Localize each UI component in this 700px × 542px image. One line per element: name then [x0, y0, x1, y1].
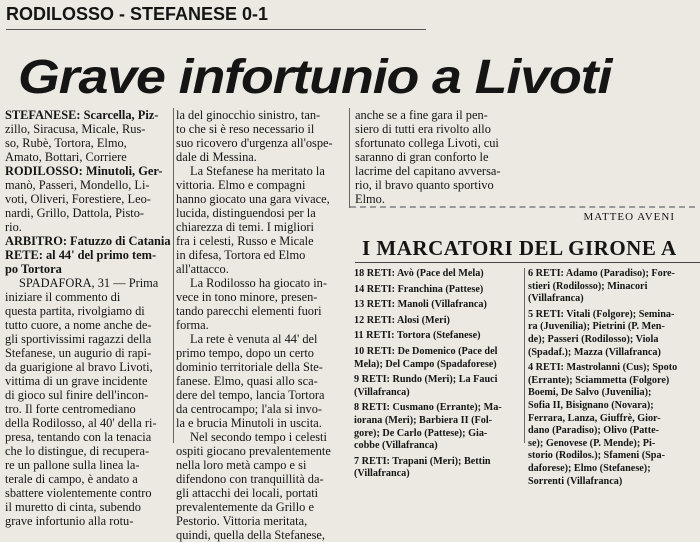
article-column-1 — [5, 108, 172, 528]
article-line: rio, il bravo quanto sportivo — [355, 178, 494, 192]
article-line: forma. — [176, 318, 209, 332]
article-line: La Rodilosso ha giocato in- — [190, 276, 327, 290]
article-line: hanno giocato una gara vivace, — [176, 192, 330, 206]
scorers-column-right — [528, 268, 698, 487]
scorer-entry: 11 RETI: Tortora (Stefanese) — [354, 330, 481, 342]
article-line: chiarezza di temi. I migliori — [176, 220, 314, 234]
dateline: SPADAFORA, 31 — Prima — [19, 276, 159, 290]
article-line: Amato, Bottari, Corriere — [5, 150, 127, 164]
article-line: dominio territoriale della Ste- — [176, 360, 323, 374]
article-line: Elmo. — [355, 192, 385, 206]
column-divider — [349, 108, 350, 208]
article-line: il muretto di cinta, subendo — [5, 500, 141, 514]
lineup-rodilosso: RODILOSSO: Minutoli, Ger- — [5, 164, 163, 178]
article-line: saranno di gran conforto le — [355, 150, 489, 164]
scorer-entry: (Errante); Sciammetta (Folgore) — [528, 374, 670, 386]
article-line: la e brucia Minutoli in uscita. — [176, 416, 322, 430]
scorer-entry: 14 RETI: Franchina (Pattese) — [354, 283, 484, 295]
scorers-divider — [355, 262, 700, 263]
article-line: gli sportivissimi ragazzi della — [5, 332, 152, 346]
article-line: da centrocampo; l'ala si invo- — [176, 402, 323, 416]
scorer-entry: 13 RETI: Manoli (Villafranca) — [354, 299, 487, 311]
scorer-entry: (Spadaf.); Mazza (Villafranca) — [528, 346, 661, 358]
article-line: questa partita, rivolgiamo di — [5, 304, 145, 318]
article-line: to che si è reso necessario il — [176, 122, 315, 136]
scorer-entry: daforese); Elmo (Stefanese); — [528, 462, 651, 474]
article-line: rio. — [5, 220, 22, 234]
article-line: presa, tentando con la tenacia — [5, 430, 152, 444]
scorer-entry: Boemi, De Salvo (Juvenilia); — [528, 387, 652, 399]
lineup-stefanese: STEFANESE: Scarcella, Piz- — [5, 108, 159, 122]
article-line: lacrime del capitano avversa- — [355, 164, 501, 178]
article-line: che lo distingue, di recupera- — [5, 444, 150, 458]
article-line: iniziare il commento di — [5, 290, 121, 304]
referee-line: ARBITRO: Fatuzzo di Catania — [5, 234, 171, 248]
scorer-entry: (Villafranca) — [354, 386, 410, 398]
article-column-2 — [176, 108, 346, 542]
article-line: da guarigione al bravo Livoti, — [5, 360, 153, 374]
article-line: all'attacco. — [176, 262, 229, 276]
article-line: vittima di un grave incidente — [5, 374, 148, 388]
scorer-entry: de); Passeri (Rodilosso); Viola — [528, 333, 659, 345]
scorer-entry: stieri (Rodilosso); Minacori — [528, 280, 648, 292]
scorer-entry: se); Genovese (P. Mende); Pi- — [528, 437, 656, 449]
article-line: Stefanese, un augurio di rapi- — [5, 346, 152, 360]
scorer-entry: storio (Rodilos.); Sfameni (Spa- — [528, 450, 665, 462]
article-line: La Stefanese ha meritato la — [190, 164, 325, 178]
scorer-entry: 4 RETI: Mastrolanni (Cus); Spoto — [528, 362, 678, 374]
scorer-entry: 8 RETI: Cusmano (Errante); Ma- — [354, 402, 502, 414]
article-line: tando parecchi elementi fuori — [176, 304, 322, 318]
article-line: ospiti giocano prevalentemente — [176, 444, 331, 458]
scorer-entry: Sorrenti (Villafranca) — [528, 475, 623, 487]
article-line: sbattere violentemente contro — [5, 486, 152, 500]
article-line: re un pallone sulla linea la- — [5, 458, 140, 472]
article-column-3 — [355, 108, 695, 223]
article-line: siero di tutti era rivolto allo — [355, 122, 491, 136]
article-line: tro. Il forte centromediano — [5, 402, 136, 416]
article-line: sfortunato collega Livoti, cui — [355, 136, 499, 150]
scorer-entry: (Villafranca) — [354, 468, 410, 480]
scorer-entry: Ferrara, Lanza, Giuffrè, Gior- — [528, 412, 661, 424]
scorer-entry: 5 RETI: Vitali (Folgore); Semina- — [528, 308, 675, 320]
article-line: manò, Passeri, Mondello, Li- — [5, 178, 150, 192]
scorer-entry: gore); De Carlo (Pattese); Gia- — [354, 427, 488, 439]
scorer-entry: iorana (Meri); Barbiera II (Fol- — [354, 414, 493, 426]
column-divider — [524, 268, 525, 443]
kicker-divider — [6, 29, 426, 30]
article-line: della Rodilosso, al 40' della ri- — [5, 416, 157, 430]
scorer-entry: 12 RETI: Alosi (Meri) — [354, 314, 450, 326]
article-line: Pestorio. Vittoria meritata, — [176, 514, 308, 528]
scorer-entry: ra (Juvenilia); Pietrini (P. Men- — [528, 321, 665, 333]
article-line: vittoria. Elmo e compagni — [176, 178, 306, 192]
scorer-entry: 10 RETI: De Domenico (Pace del — [354, 345, 498, 357]
article-line: grave infortunio alla rotu- — [5, 514, 134, 528]
article-line: La rete è venuta al 44' del — [190, 332, 318, 346]
scorers-column-left — [354, 268, 522, 480]
column-divider — [173, 108, 174, 443]
article-line: la del ginocchio sinistro, tan- — [176, 108, 321, 122]
article-line: nella loro metà campo e si — [176, 458, 307, 472]
scorer-entry: (Villafranca) — [528, 293, 584, 305]
scorer-entry: 7 RETI: Trapani (Meri); Bettin — [354, 455, 491, 467]
article-line: fra i celesti, Russo e Micale — [176, 234, 314, 248]
article-line: terale di campo, è andato a — [5, 472, 138, 486]
article-line: zillo, Siracusa, Micale, Rus- — [5, 122, 146, 136]
author-signature: MATTEO AVENI — [583, 211, 675, 223]
article-line: lucida, distinguendosi per la — [176, 206, 316, 220]
goal-line: RETE: al 44' del primo tem- — [5, 248, 157, 262]
article-line: Nel secondo tempo i celesti — [190, 430, 327, 444]
article-line: vece in tono minore, presen- — [176, 290, 318, 304]
article-line: quindi, quella della Stefanese, — [176, 528, 325, 542]
scorer-entry: Mela); Del Campo (Spadaforese) — [354, 358, 497, 370]
article-line: di gioco sul finire dell'incon- — [5, 388, 149, 402]
scorer-entry: dano (Paradiso); Olivo (Patte- — [528, 425, 660, 437]
article-line: anche se a fine gara il pen- — [355, 108, 488, 122]
goal-line: po Tortora — [5, 262, 62, 276]
article-line: suo ricovero d'urgenza all'ospe- — [176, 136, 333, 150]
article-line: in difesa, Tortora ed Elmo — [176, 248, 306, 262]
article-line: fanese. Elmo, quasi allo sca- — [176, 374, 318, 388]
headline: Grave infortunio a Livoti — [18, 51, 612, 104]
article-line: dale di Messina. — [176, 150, 257, 164]
scorer-entry: 6 RETI: Adamo (Paradiso); Fore- — [528, 268, 675, 279]
article-line: voti, Oliveri, Forestiere, Leo- — [5, 192, 151, 206]
scorer-entry: 18 RETI: Avò (Pace del Mela) — [354, 268, 484, 279]
scorers-title: I MARCATORI DEL GIRONE A — [362, 236, 677, 260]
article-line: so, Rubè, Tortora, Elmo, — [5, 136, 127, 150]
article-line: nardi, Grillo, Dattola, Pisto- — [5, 206, 145, 220]
match-kicker: RODILOSSO - STEFANESE 0-1 — [6, 4, 269, 24]
article-line: dere del tempo, lancia Tortora — [176, 388, 325, 402]
scorer-entry: cobbe (Villafranca) — [354, 440, 438, 452]
scorer-entry: Sofia II, Bisignano (Novara); — [528, 399, 654, 411]
article-line: tutto cuore, a nome anche de- — [5, 318, 152, 332]
section-divider — [350, 206, 695, 208]
article-line: gli attacchi dei locali, portati — [176, 486, 319, 500]
article-line: primo tempo, dopo un certo — [176, 346, 314, 360]
scorer-entry: 9 RETI: Rundo (Meri); La Fauci — [354, 374, 498, 386]
article-line: prevalentemente da Grillo e — [176, 500, 314, 514]
article-line: difendono con tranquillità da- — [176, 472, 324, 486]
